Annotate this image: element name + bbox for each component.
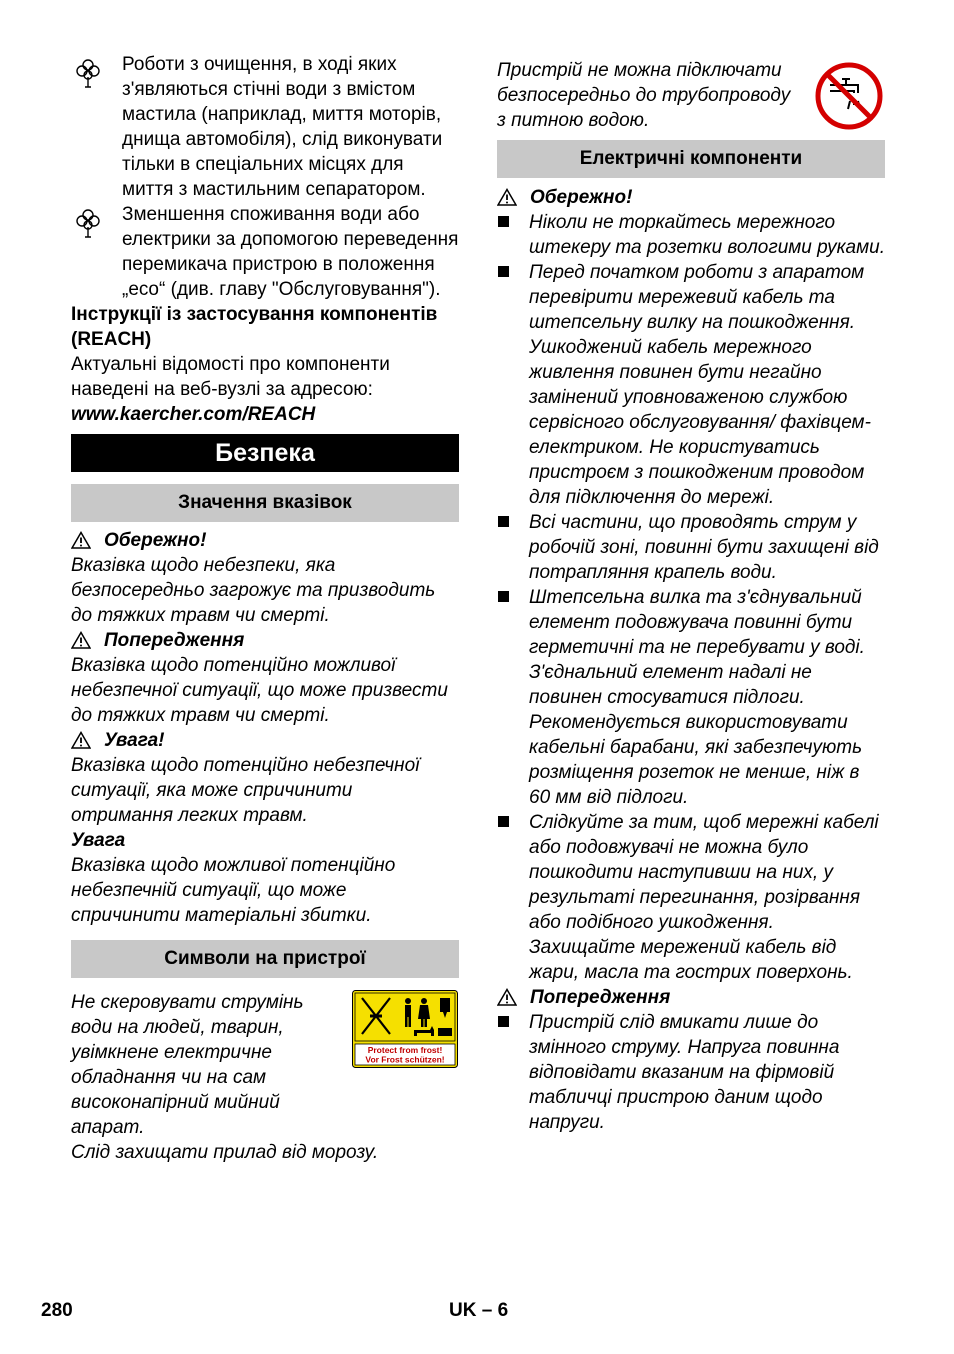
- safety-heading: Безпека: [71, 434, 459, 472]
- warning-label-row: [497, 985, 885, 1010]
- danger-bullet: Штепсельна вилка та з'єднувальний елемент подовжувача повинні бути герметичні та не перебувати у воді. З'єднальний елемент надалі не повинен стосуватися підлоги. Рекомендується використовувати кабельні барабани, які забезпечують розміщення розеток не менше, ніж в 60 мм від підлоги.: [497, 585, 885, 810]
- warning-label: Попередження: [530, 987, 671, 1008]
- eco-tip: [71, 202, 459, 302]
- page-number: 280: [41, 1300, 73, 1321]
- danger-bullet: Перед початком роботи з апаратом перевірити мережевий кабель та штепсельну вилку на пошкодження. Ушкоджений кабель мережного живлення повинен бути негайно замінений уповноваженою службою сервісного обслуговування/ фахівцем-електриком. Не користуватись пристроєм з пошкодженим проводом для підключення до мережі.: [497, 260, 885, 510]
- level-warning: [71, 628, 459, 728]
- danger-bullet: Всі частини, що проводять струм у робочій зоні, повинні бути захищені від потрапляння крапель води.: [497, 510, 885, 585]
- environment-icon: [75, 58, 101, 88]
- frost-sign-line2: Vor Frost schützen!: [365, 1054, 445, 1065]
- danger-label-row: [497, 185, 885, 210]
- eco-tip-text: Зменшення споживання води або електрики за допомогою переведення перемикача пристрою в положення „eco“ (див. главу "Обслуговування").: [122, 204, 459, 300]
- environment-icon: [75, 208, 101, 238]
- warning-triangle-icon: [71, 731, 91, 749]
- danger-bullet: Слідкуйте за тим, щоб мережні кабелі або подовжувачі не можна було пошкодити наступивши на них, у результаті перегинання, розірвання або подібного ушкодження. Захищайте мережений кабель від жари, масла та гострих поверхонь.: [497, 810, 885, 985]
- right-column: [497, 58, 885, 1135]
- level-text: Вказівка щодо потенційно небезпечної ситуації, яка може спричинити отримання легких травм.: [71, 755, 420, 826]
- symbols-heading: Символи на пристрої: [71, 940, 459, 978]
- level-label: Попередження: [104, 630, 245, 651]
- device-safety-label-icon: [352, 990, 458, 1068]
- level-notice: [71, 828, 459, 928]
- meaning-heading: Значення вказівок: [71, 484, 459, 522]
- no-drinking-water-connection-icon: [814, 61, 884, 131]
- notice-label: Увага: [71, 830, 126, 851]
- symbols-text-2: Слід захищати прилад від морозу.: [71, 1142, 379, 1163]
- warning-bullet: Пристрій слід вмикати лише до змінного струму. Напруга повинна відповідати вказаним на фірмовій табличці пристрою даним щодо напруги.: [497, 1010, 885, 1135]
- notice-text: Вказівка щодо можливої потенційно небезпечній ситуації, що може спричинити матеріальні збитки.: [71, 855, 396, 926]
- warning-triangle-icon: [497, 988, 517, 1006]
- eco-tip-text: Роботи з очищення, в ході яких з'являються стічні води з вмістом мастила (наприклад, миття моторів, днища автомобіля), слід виконувати тільки в спеціальних місцях для миття з мастильним сепаратором.: [122, 54, 443, 200]
- warning-triangle-icon: [71, 531, 91, 549]
- drinking-water-block: [497, 58, 885, 133]
- reach-text: Актуальні відомості про компоненти наведені на веб-вузлі за адресою:: [71, 354, 390, 400]
- level-text: Вказівка щодо небезпеки, яка безпосередньо загрожує та призводить до тяжких травм чи смерті.: [71, 555, 436, 626]
- level-danger: [71, 528, 459, 628]
- warning-triangle-icon: [497, 188, 517, 206]
- eco-tip: [71, 52, 459, 202]
- electric-heading: Електричні компоненти: [497, 140, 885, 178]
- symbols-block: [71, 990, 459, 1165]
- level-label: Увага!: [104, 730, 165, 751]
- reach-title: Інструкції із застосування компонентів (REACH): [71, 304, 438, 350]
- reach-url[interactable]: www.kaercher.com/REACH: [71, 404, 316, 425]
- drinking-water-text: Пристрій не можна підключати безпосередньо до трубопроводу з питною водою.: [497, 60, 791, 131]
- page-label: UK – 6: [449, 1300, 509, 1321]
- level-caution: [71, 728, 459, 828]
- frost-sign-line1: Protect from frost!: [367, 1045, 443, 1055]
- danger-label: Обережно!: [530, 187, 633, 208]
- warning-triangle-icon: [71, 631, 91, 649]
- level-text: Вказівка щодо потенційно можливої небезпечної ситуації, що може призвести до тяжких травм чи смерті.: [71, 655, 448, 726]
- left-column: [71, 52, 459, 1165]
- danger-bullet: Ніколи не торкайтесь мережного штекеру та розетки вологими руками.: [497, 210, 885, 260]
- level-label: Обережно!: [104, 530, 207, 551]
- symbols-text-1: Не скеровувати струмінь води на людей, тварин, увімкнене електричне обладнання чи на сам високонапірний мийний апарат.: [71, 992, 304, 1138]
